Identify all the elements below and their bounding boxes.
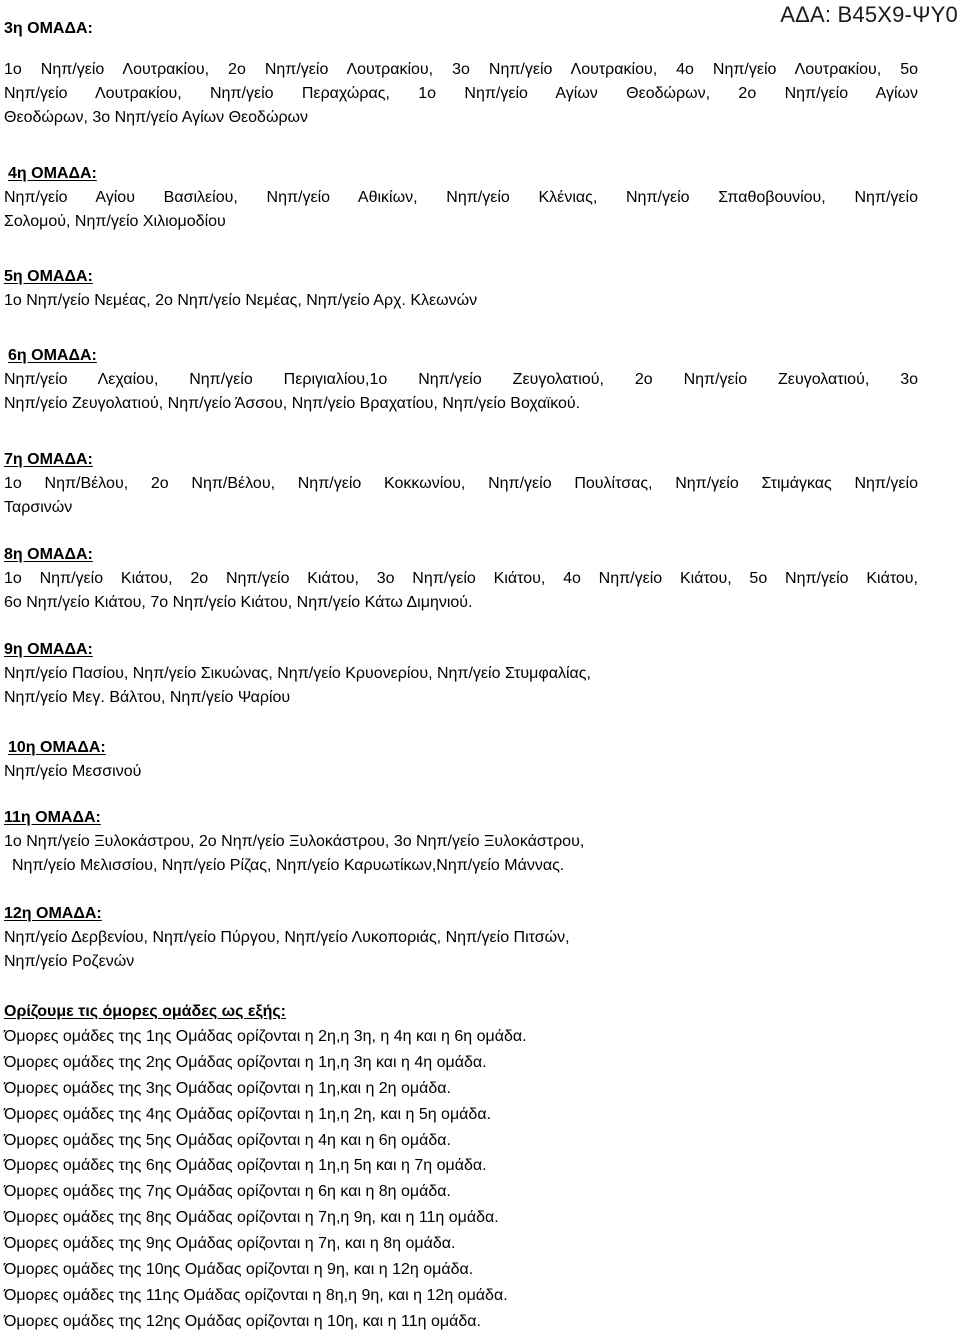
group-title: 9η ΟΜΑΔΑ:	[4, 641, 93, 658]
group-title: 12η ΟΜΑΔΑ:	[4, 905, 102, 922]
neighbor-rule: Όμορες ομάδες της 7ης Ομάδας ορίζονται η 6η και η 8η ομάδα.	[4, 1183, 451, 1201]
neighbor-rule: Όμορες ομάδες της 6ης Ομάδας ορίζονται η 1η,η 5η και η 7η ομάδα.	[4, 1157, 487, 1175]
group-text-line: Νηπ/γείο Δερβενίου, Νηπ/γείο Πύργου, Νηπ/γείο Λυκοποριάς, Νηπ/γείο Πιτσών,	[4, 929, 570, 946]
group-title: 8η ΟΜΑΔΑ:	[4, 546, 93, 563]
group-text-line: Νηπ/γείο Λουτρακίου, Νηπ/γείο Περαχώρας, 1ο Νηπ/γείο Αγίων Θεοδώρων, 2ο Νηπ/γείο Αγίων	[4, 85, 918, 102]
group-text-line: Νηπ/γείο Πασίου, Νηπ/γείο Σικυώνας, Νηπ/γείο Κρυονερίου, Νηπ/γείο Στυμφαλίας,	[4, 665, 591, 682]
group-7	[4, 448, 918, 520]
neighbor-rule: Όμορες ομάδες της 3ης Ομάδας ορίζονται η 1η,και η 2η ομάδα.	[4, 1079, 451, 1097]
neighbor-groups-section	[4, 1000, 904, 1335]
neighbor-rule: Όμορες ομάδες της 4ης Ομάδας ορίζονται η 1η,η 2η, και η 5η ομάδα.	[4, 1105, 492, 1123]
group-title: 3η ΟΜΑΔΑ:	[4, 20, 93, 37]
group-text-line: 6ο Νηπ/γείο Κιάτου, 7ο Νηπ/γείο Κιάτου, Νηπ/γείο Κάτω Διμηνιού.	[4, 594, 473, 611]
group-text-line: 1ο Νηπ/γείο Νεμέας, 2ο Νηπ/γείο Νεμέας, Νηπ/γείο Αρχ. Κλεωνών	[4, 292, 478, 309]
group-11	[4, 806, 918, 878]
group-text-line: Νηπ/γείο Ροζενών	[4, 953, 135, 970]
group-text-line: 1ο Νηπ/γείο Λουτρακίου, 2ο Νηπ/γείο Λουτρακίου, 3ο Νηπ/γείο Λουτρακίου, 4ο Νηπ/γείο Λουτρακίου, 5ο	[4, 61, 918, 78]
neighbor-rule: Όμορες ομάδες της 2ης Ομάδας ορίζονται η 1η,η 3η και η 4η ομάδα.	[4, 1053, 487, 1071]
neighbor-rule: Όμορες ομάδες της 1ης Ομάδας ορίζονται η 2η,η 3η, η 4η και η 6η ομάδα.	[4, 1028, 527, 1045]
group-text-line: Σολομού, Νηπ/γείο Χιλιομοδίου	[4, 213, 226, 230]
group-text-line: Νηπ/γείο Λεχαίου, Νηπ/γείο Περιγιαλίου,1ο Νηπ/γείο Ζευγολατιού, 2ο Νηπ/γείο Ζευγολατιού, 3ο	[4, 371, 918, 388]
group-text-line: Νηπ/γείο Μελισσίου, Νηπ/γείο Ρίζας, Νηπ/γείο Καρυωτίκων,Νηπ/γείο Μάννας.	[12, 857, 565, 874]
group-12	[4, 902, 918, 974]
group-text-line: Νηπ/γείο Ζευγολατιού, Νηπ/γείο Άσσου, Νηπ/γείο Βραχατίου, Νηπ/γείο Βοχαϊκού.	[4, 395, 581, 412]
group-text-line: Θεοδώρων, 3ο Νηπ/γείο Αγίων Θεοδώρων	[4, 109, 309, 126]
group-text-line: 1ο Νηπ/Βέλου, 2ο Νηπ/Βέλου, Νηπ/γείο Κοκκωνίου, Νηπ/γείο Πουλίτσας, Νηπ/γείο Στιμάγκας Νηπ/γείο	[4, 475, 918, 492]
neighbors-heading: Ορίζουμε τις όμορες ομάδες ως εξής:	[4, 1003, 286, 1020]
neighbor-rule: Όμορες ομάδες της 10ης Ομάδας ορίζονται η 9η, και η 12η ομάδα.	[4, 1261, 474, 1279]
group-3	[4, 17, 918, 130]
ada-code: ΑΔΑ: Β45Χ9-ΨΥ0	[780, 2, 958, 27]
group-9	[4, 638, 918, 710]
group-text-line: Νηπ/γείο Μεγ. Βάλτου, Νηπ/γείο Ψαρίου	[4, 689, 291, 706]
group-6	[4, 344, 918, 416]
neighbor-rule: Όμορες ομάδες της 9ης Ομάδας ορίζονται η 7η, και η 8η ομάδα.	[4, 1235, 456, 1253]
group-title: 4η ΟΜΑΔΑ:	[8, 165, 97, 182]
group-8	[4, 543, 918, 615]
group-title: 5η ΟΜΑΔΑ:	[4, 268, 93, 285]
group-title: 6η ΟΜΑΔΑ:	[8, 347, 97, 364]
group-text-line: 1ο Νηπ/γείο Κιάτου, 2ο Νηπ/γείο Κιάτου, 3ο Νηπ/γείο Κιάτου, 4ο Νηπ/γείο Κιάτου, 5ο Νηπ/γείο Κιάτου,	[4, 570, 918, 587]
neighbor-rule: Όμορες ομάδες της 12ης Ομάδας ορίζονται η 10η, και η 11η ομάδα.	[4, 1312, 481, 1330]
group-title: 7η ΟΜΑΔΑ:	[4, 451, 93, 468]
group-5	[4, 265, 918, 313]
group-text-line: Ταρσινών	[4, 499, 73, 516]
group-text-line: 1ο Νηπ/γείο Ξυλοκάστρου, 2ο Νηπ/γείο Ξυλοκάστρου, 3ο Νηπ/γείο Ξυλοκάστρου,	[4, 833, 585, 850]
group-4	[4, 162, 918, 234]
group-title: 11η ΟΜΑΔΑ:	[4, 809, 101, 826]
group-text-line: Νηπ/γείο Αγίου Βασιλείου, Νηπ/γείο Αθικίων, Νηπ/γείο Κλένιας, Νηπ/γείο Σπαθοβουνίου, Νηπ/γείο	[4, 189, 918, 206]
group-10	[4, 736, 918, 784]
neighbor-rule: Όμορες ομάδες της 11ης Ομάδας ορίζονται η 8η,η 9η, και η 12η ομάδα.	[4, 1286, 508, 1304]
neighbor-rule: Όμορες ομάδες της 8ης Ομάδας ορίζονται η 7η,η 9η, και η 11η ομάδα.	[4, 1209, 499, 1227]
group-title: 10η ΟΜΑΔΑ:	[8, 739, 106, 756]
neighbor-rule: Όμορες ομάδες της 5ης Ομάδας ορίζονται η 4η και η 6η ομάδα.	[4, 1131, 451, 1149]
group-text-line: Νηπ/γείο Μεσσινού	[4, 763, 142, 780]
